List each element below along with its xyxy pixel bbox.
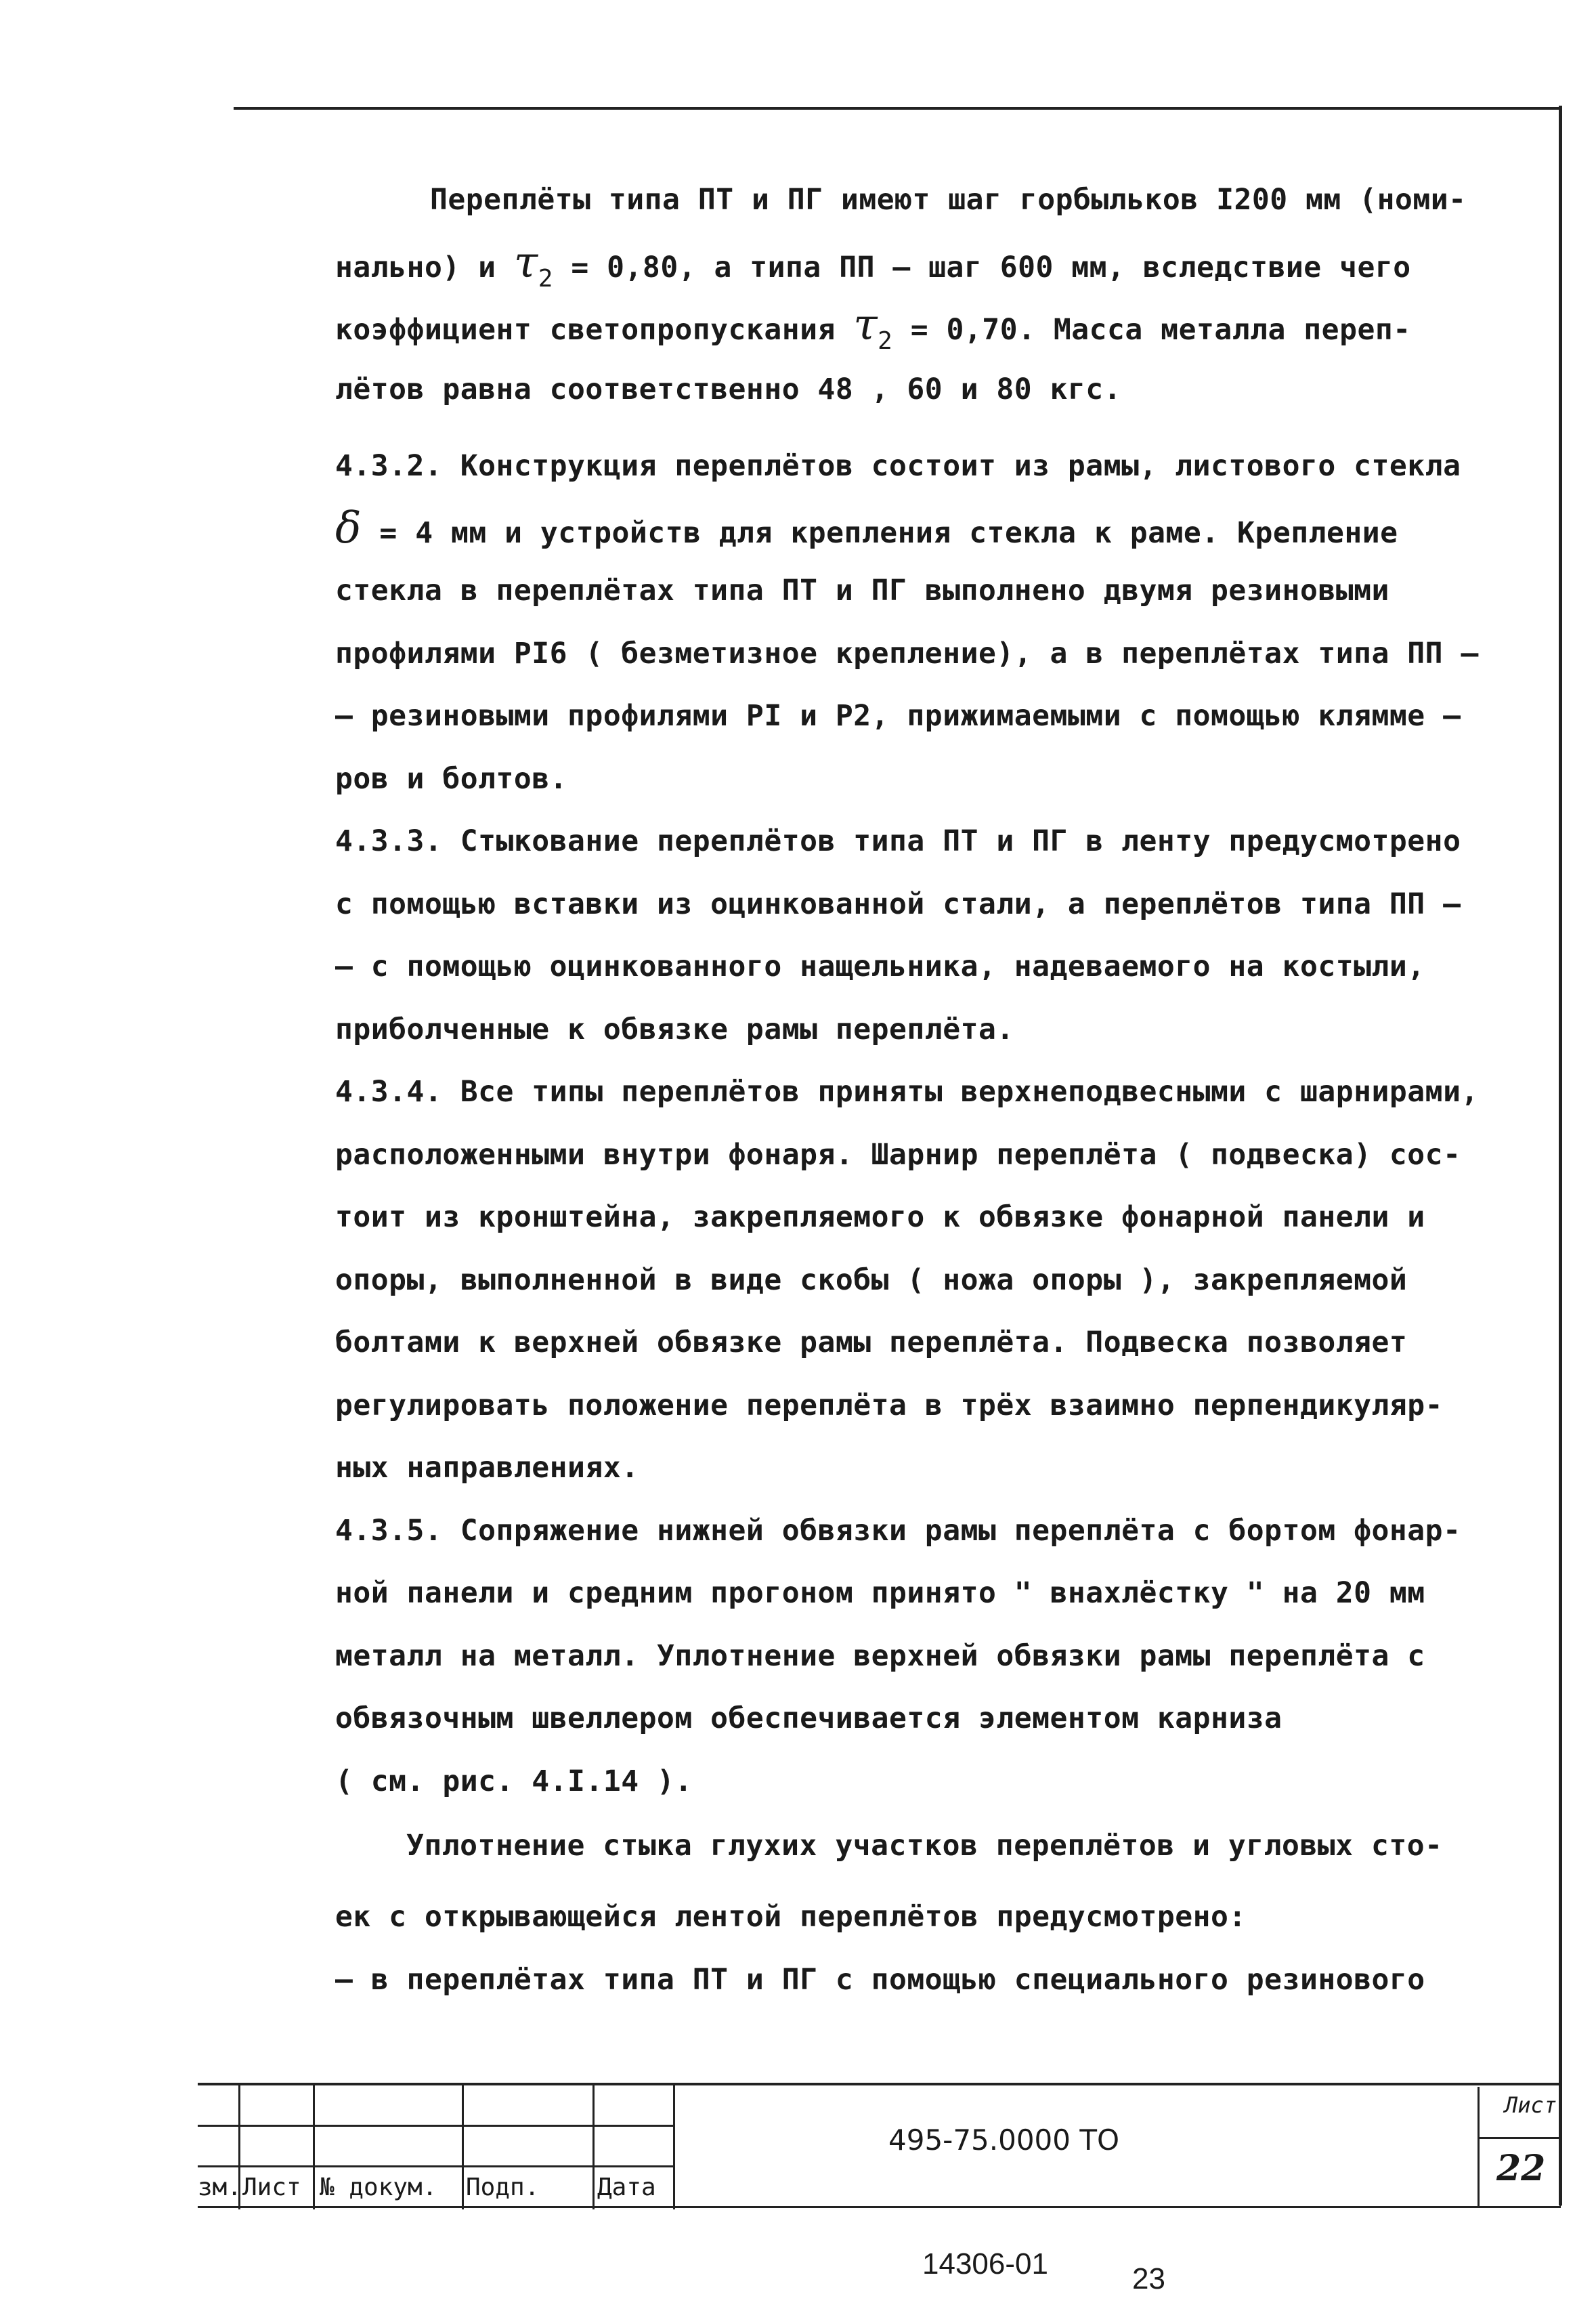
text-line: приболченные к обвязке рамы переплёта. (335, 1013, 1014, 1046)
section-4-3-4-heading: 4.3.4. Все типы переплётов приняты верхнеподвесными с шарнирами, (335, 1075, 1479, 1109)
text-line: тоит из кронштейна, закрепляемого к обвязке фонарной панели и (335, 1200, 1425, 1234)
page-number: 23 (1132, 2262, 1165, 2295)
text-line: – с помощью оцинкованного нащельника, надеваемого на костыли, (335, 950, 1425, 983)
text-line: регулировать положение переплёта в трёх взаимно перпендикуляр- (335, 1388, 1444, 1422)
text-line: коэффициент светопропускания $\tau_2 = 0,70$. Масса металла переп- (335, 300, 1411, 355)
col-sign-label: Подп. (466, 2174, 540, 2201)
text-line: ( см. рис. 4.I.14 ). (335, 1764, 693, 1798)
tau-symbol: τ (853, 300, 878, 350)
col-izm-label: зм. (198, 2174, 242, 2201)
text-line: болтами к верхней обвязке рамы переплёта. Подвеска позволяет (335, 1326, 1408, 1359)
text-line: лётов равна соответственно 48 , 60 и 80 кгс. (335, 373, 1122, 406)
text-line: ек с открывающейся лентой переплётов предусмотрено: (335, 1900, 1247, 1934)
tau-symbol: τ (513, 238, 538, 288)
text-line: ров и болтов. (335, 762, 568, 796)
sheet-label: Лист (1505, 2092, 1557, 2118)
sheet-number: 22 (1496, 2148, 1546, 2189)
text-line: ной панели и средним прогоном принято " внахлёстку " на 20 мм (335, 1576, 1425, 1610)
text-line: опоры, выполненной в виде скобы ( ножа опоры ), закрепляемой (335, 1263, 1408, 1297)
frame-top-border (234, 107, 1561, 110)
section-4-3-3-heading: 4.3.3. Стыкование переплётов типа ПТ и ПГ в ленту предусмотрено (335, 824, 1461, 858)
text-line: обвязочным швеллером обеспечивается элементом карниза (335, 1701, 1282, 1735)
section-4-3-5-heading: 4.3.5. Сопряжение нижней обвязки рамы переплёта с бортом фонар- (335, 1514, 1461, 1548)
text-line: стекла в переплётах типа ПТ и ПГ выполнено двумя резиновыми (335, 574, 1389, 608)
text-line: Уплотнение стыка глухих участков переплётов и угловых сто- (406, 1829, 1443, 1863)
text-line: ных направлениях. (335, 1451, 639, 1485)
col-date-label: Дата (597, 2174, 656, 2201)
section-4-3-2-heading: 4.3.2. Конструкция переплётов состоит из рамы, листового стекла (335, 449, 1461, 483)
delta-symbol: δ (335, 503, 362, 553)
col-list-label: Лист (242, 2174, 301, 2201)
text-line: нально) и $\tau_2 = 0,80$, а типа ПП – шаг 600 мм, вследствие чего (335, 238, 1411, 293)
text-line: δ = 4 мм и устройств для крепления стекла к раме. Крепление (335, 503, 1398, 553)
text-line: профилями PI6 ( безметизное крепление), а в переплётах типа ПП – (335, 637, 1479, 671)
title-block (198, 2083, 1561, 2209)
text-line: Переплёты типа ПТ и ПГ имеют шаг горбыльков I200 мм (номи- (430, 183, 1467, 217)
document-code: 495-75.0000 ТО (888, 2123, 1120, 2157)
text-line: – в переплётах типа ПТ и ПГ с помощью специального резинового (335, 1963, 1425, 1997)
text-line: расположенными внутри фонаря. Шарнир переплёта ( подвеска) сос- (335, 1138, 1461, 1172)
col-doc-label: № докум. (320, 2174, 437, 2201)
text-line: – резиновыми профилями PI и P2, прижимаемыми с помощью кляммe – (335, 699, 1461, 733)
archive-code: 14306-01 (922, 2247, 1048, 2281)
frame-right-border (1559, 106, 1562, 2205)
text-line: металл на металл. Уплотнение верхней обвязки рамы переплёта с (335, 1639, 1425, 1673)
text-line: с помощью вставки из оцинкованной стали, а переплётов типа ПП – (335, 887, 1461, 921)
